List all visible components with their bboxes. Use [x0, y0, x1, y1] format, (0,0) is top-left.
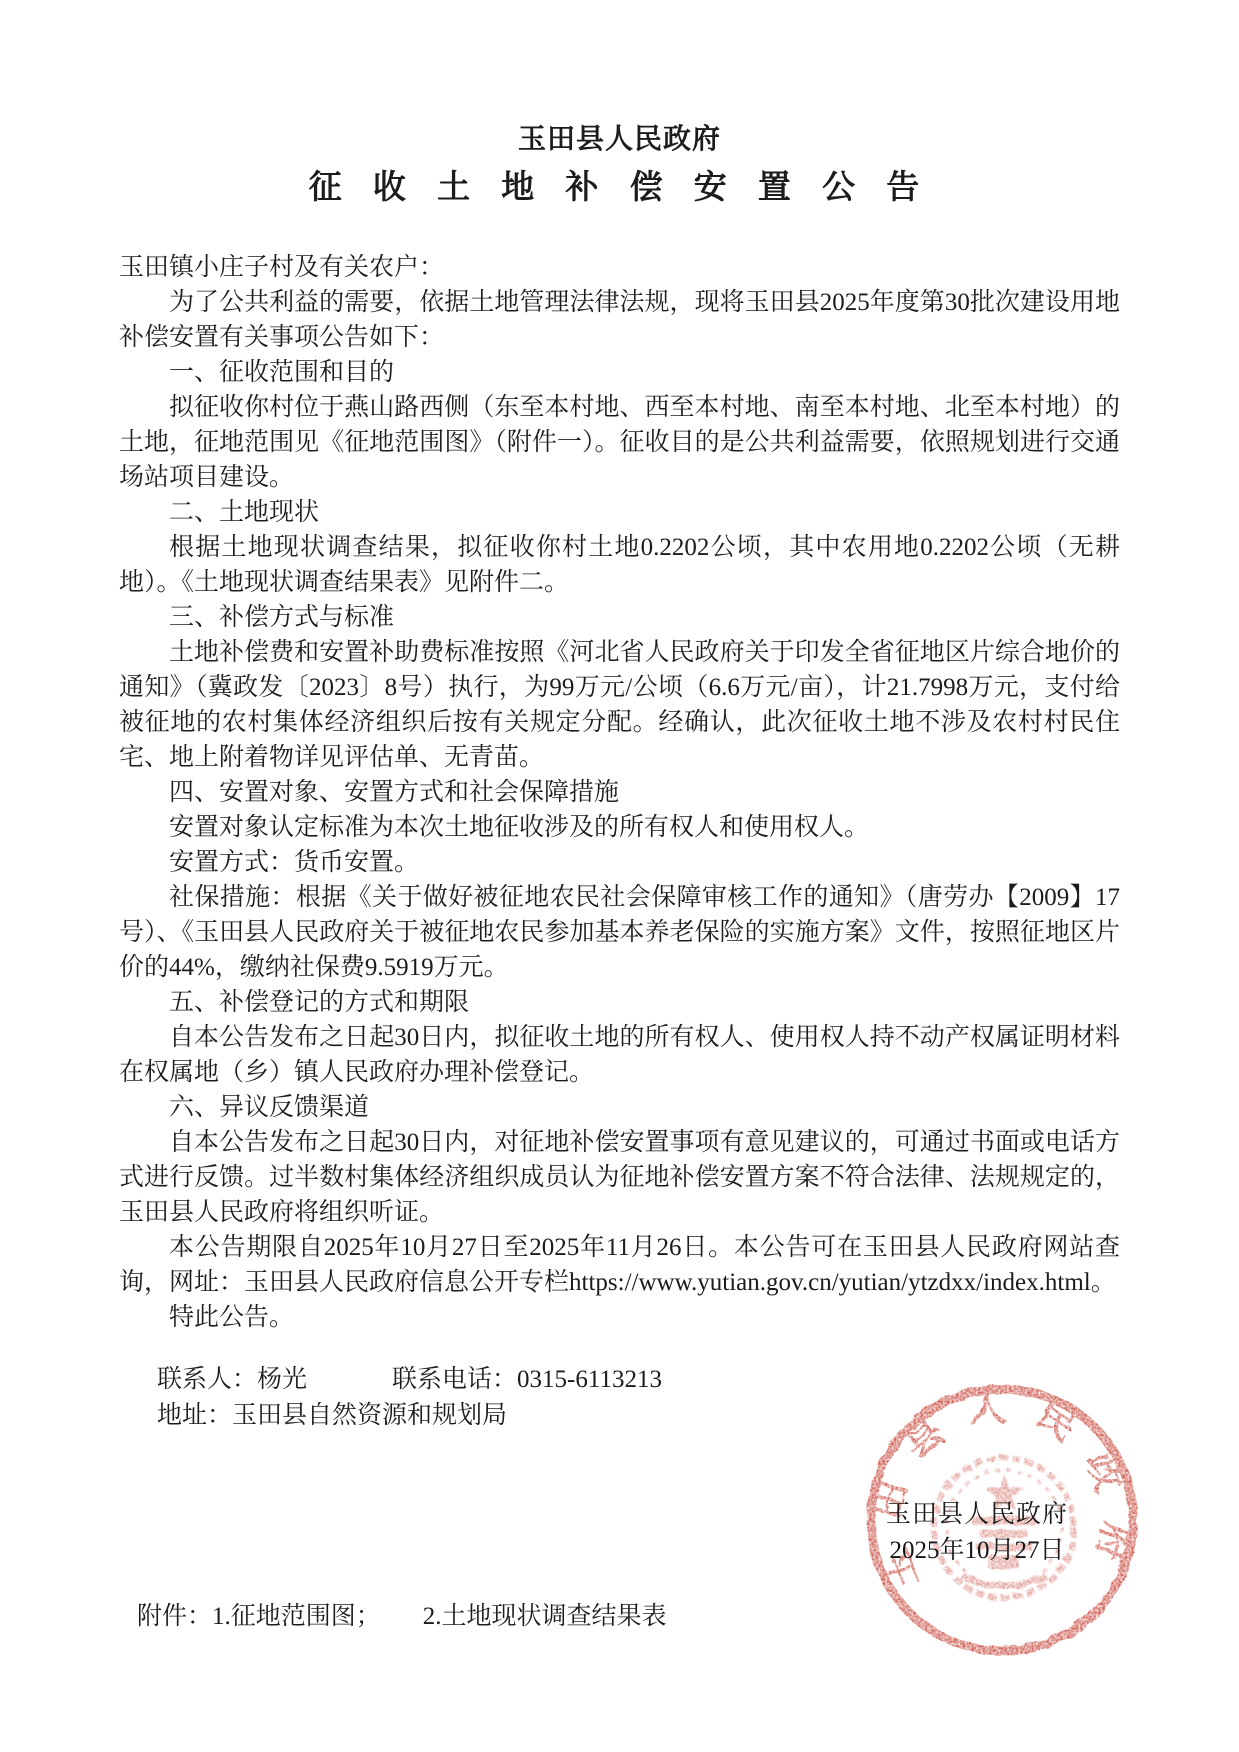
paragraph: 自本公告发布之日起30日内，拟征收土地的所有权人、使用权人持不动产权属证明材料在权属地（乡）镇人民政府办理补偿登记。: [119, 1024, 1120, 1086]
section-heading-4: 四、安置对象、安置方式和社会保障措施: [169, 779, 620, 806]
signature-block: [852, 1497, 1102, 1569]
paragraph: 根据土地现状调查结果，拟征收你村土地0.2202公顷，其中农用地0.2202公顷（无耕地）。《土地现状调查结果表》见附件二。: [119, 534, 1120, 596]
section-heading-3: 三、补偿方式与标准: [169, 604, 395, 631]
signature-issuer: 玉田县人民政府: [885, 1501, 1068, 1528]
contact-address-value: 玉田县自然资源和规划局: [232, 1402, 508, 1429]
paragraph: 拟征收你村位于燕山路西侧（东至本村地、西至本村地、南至本村地、北至本村地）的土地，征地范围见《征地范围图》（附件一）。征收目的是公共利益需要，依照规划进行交通场站项目建设。: [119, 394, 1120, 491]
section-heading-2: 二、土地现状: [169, 499, 320, 526]
attachment-item-2: 2.土地现状调查结果表: [422, 1603, 667, 1630]
seal-ring-text: 玉田县人民政府: [865, 1386, 1139, 1595]
section-heading-6: 六、异议反馈渠道: [169, 1094, 370, 1121]
contact-phone-value: 0315-6113213: [517, 1366, 662, 1393]
contact-phone-label: 联系电话：: [392, 1366, 518, 1393]
paragraph: 安置方式：货币安置。: [169, 849, 420, 876]
signature-date: 2025年10月27日: [889, 1537, 1065, 1564]
paragraph: 自本公告发布之日起30日内，对征地补偿安置事项有意见建议的，可通过书面或电话方式进行反馈。过半数村集体经济组织成员认为征地补偿安置方案不符合法律、法规规定的，玉田县人民政府将组织听证。: [119, 1129, 1120, 1226]
greeting-line: 玉田镇小庄子村及有关农户：: [119, 254, 445, 281]
notice-body: [119, 250, 1120, 1335]
paragraph: 社保措施：根据《关于做好被征地农民社会保障审核工作的通知》（唐劳办【2009】17号）、《玉田县人民政府关于被征地农民参加基本养老保险的实施方案》文件，按照征地区片价的44%，缴纳社保费9.5919万元。: [119, 884, 1120, 981]
page-subtitle: 征 收 土 地 补 偿 安 置 公 告: [308, 168, 931, 205]
paragraph: 土地补偿费和安置补助费标准按照《河北省人民政府关于印发全省征地区片综合地价的通知》（冀政发〔2023〕8号）执行，为99万元/公顷（6.6万元/亩），计21.7998万元，支付给被征地的农村集体经济组织后按有关规定分配。经确认，此次征收土地不涉及农村村民住宅、地上附着物详见评估单、无青苗。: [119, 639, 1120, 771]
contact-person-label: 联系人：: [157, 1366, 258, 1393]
paragraph: 为了公共利益的需要，依据土地管理法律法规，现将玉田县2025年度第30批次建设用地补偿安置有关事项公告如下：: [119, 289, 1120, 351]
paragraph: 本公告期限自2025年10月27日至2025年11月26日。本公告可在玉田县人民政府网站查询，网址：玉田县人民政府信息公开专栏https://www.yutian.gov.cn/yutian/ytzdxx/index.html。: [119, 1234, 1120, 1296]
section-heading-5: 五、补偿登记的方式和期限: [169, 989, 470, 1016]
attachment-item-1: 1.征地范围图；: [212, 1603, 381, 1630]
contact-person-value: 杨光: [257, 1366, 308, 1393]
closing-line: 特此公告。: [169, 1304, 295, 1331]
paragraph: 安置对象认定标准为本次土地征收涉及的所有权人和使用权人。: [169, 814, 870, 841]
page-title: 玉田县人民政府: [517, 123, 721, 154]
attachments-line: [137, 1600, 667, 1634]
section-heading-1: 一、征收范围和目的: [169, 359, 395, 386]
contact-address-label: 地址：: [157, 1402, 233, 1429]
attachments-label: 附件：: [137, 1603, 213, 1630]
